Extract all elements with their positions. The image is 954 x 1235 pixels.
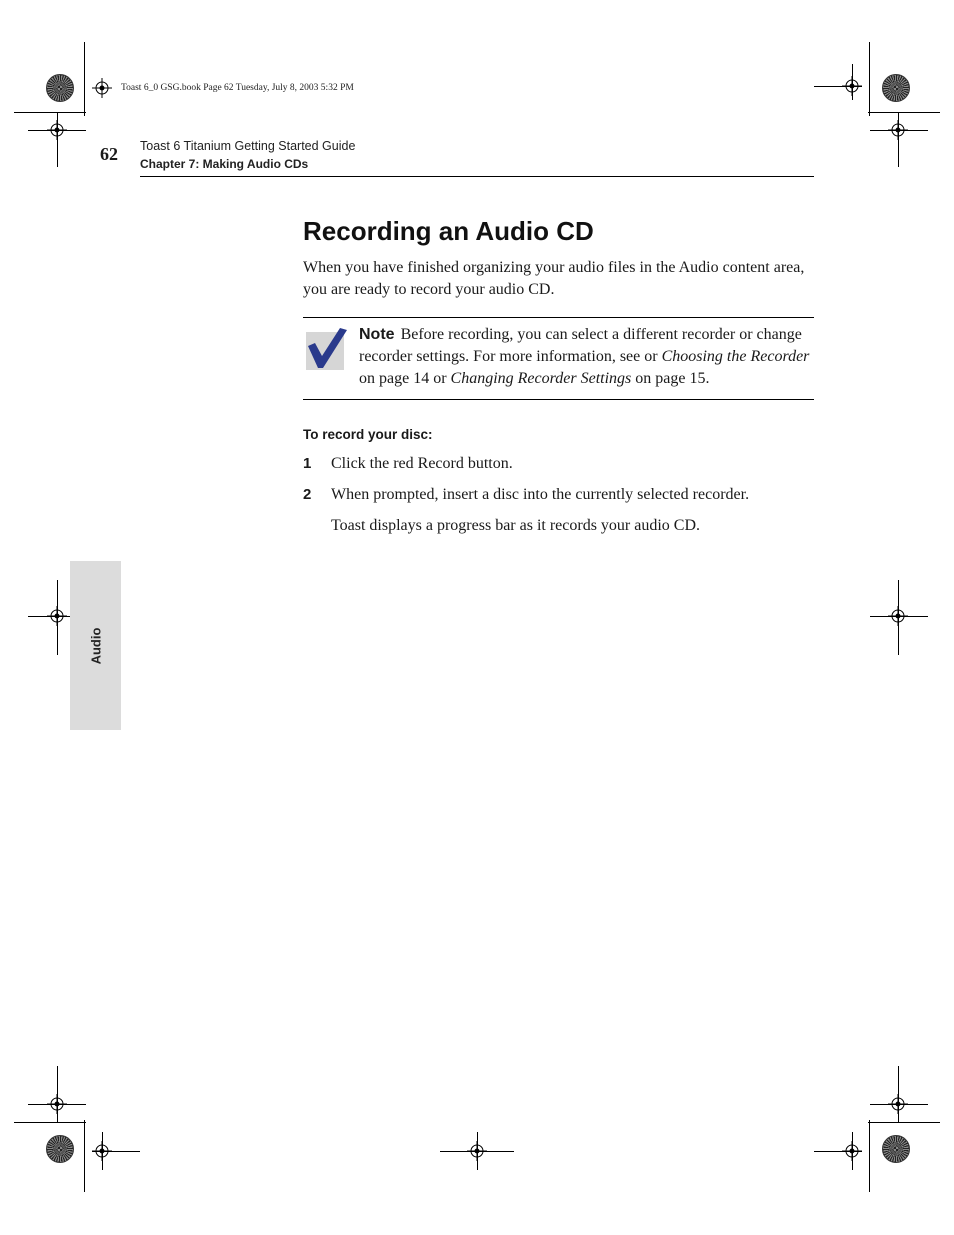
note-body: on page 15.: [631, 370, 710, 387]
note-text: [359, 324, 814, 390]
step-text: Click the red Record button.: [331, 455, 513, 472]
chapter-title: Chapter 7: Making Audio CDs: [140, 157, 309, 171]
color-bar-icon: [882, 74, 910, 102]
page-number: 62: [100, 144, 118, 164]
header-divider: [140, 176, 814, 177]
note-reference-link: Choosing the Recorder: [661, 348, 810, 365]
print-slug: Toast 6_0 GSG.book Page 62 Tuesday, July 8, 2003 5:32 PM: [121, 83, 354, 93]
note-reference-link: Changing Recorder Settings: [450, 370, 632, 387]
note-bottom-divider: [303, 399, 814, 400]
step-result: Toast displays a progress bar as it records your audio CD.: [331, 517, 701, 534]
note-body: on page 14 or: [359, 370, 451, 387]
book-title: Toast 6 Titanium Getting Started Guide: [140, 139, 356, 153]
side-tab-label: Audio: [88, 627, 103, 664]
registration-mark-icon: [92, 78, 112, 98]
note-label: Note: [359, 326, 395, 343]
note-top-divider: [303, 317, 814, 318]
section-title: Recording an Audio CD: [303, 216, 594, 246]
note-body: Before recording, you can select a different recorder or change recorder settings. For more information, see or: [359, 326, 802, 365]
side-tab: [70, 561, 121, 730]
step-text: When prompted, insert a disc into the currently selected recorder.: [331, 486, 750, 503]
intro-paragraph: When you have finished organizing your audio files in the Audio content area, you are ready to record your audio CD.: [303, 259, 805, 298]
procedure-heading: To record your disc:: [303, 427, 433, 442]
color-bar-icon: [882, 1135, 910, 1163]
step-number: 1: [303, 455, 312, 472]
color-bar-icon: [46, 74, 74, 102]
step-number: 2: [303, 486, 312, 503]
color-bar-icon: [46, 1135, 74, 1163]
checkmark-icon: [304, 326, 348, 370]
